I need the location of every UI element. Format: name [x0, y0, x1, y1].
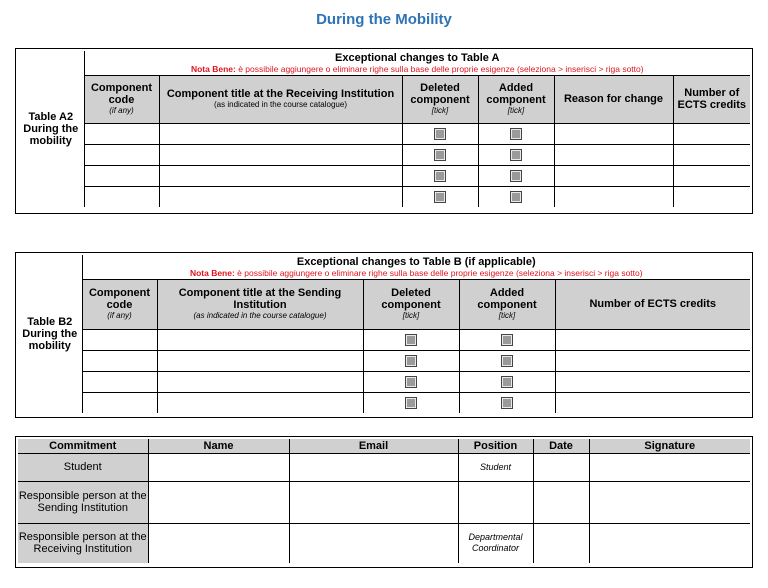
table-a-caption: [84, 51, 750, 75]
table-row: [18, 329, 750, 350]
table-b-note: [83, 268, 751, 278]
table-a-cell-added: [478, 186, 554, 207]
commitment-row-label: Responsible person at the Receiving Institution: [18, 523, 148, 563]
table-b-col-deleted: Deleted component [tick]: [363, 279, 459, 329]
table-b-cell-ects[interactable]: [555, 350, 750, 371]
table-b-cell-deleted: [363, 392, 459, 413]
col-date: Date: [533, 439, 589, 453]
table-row: [18, 123, 750, 144]
table-a-cell-title[interactable]: [159, 186, 402, 207]
table-row: [18, 371, 750, 392]
table-a-cell-code[interactable]: [84, 144, 159, 165]
col-commitment: Commitment: [18, 439, 148, 453]
date-cell[interactable]: [533, 481, 589, 523]
table-b-cell-ects[interactable]: [555, 392, 750, 413]
email-cell[interactable]: [289, 481, 458, 523]
table-b-cell-ects[interactable]: [555, 329, 750, 350]
table-a-cell-ects[interactable]: [673, 144, 750, 165]
position-cell[interactable]: [458, 481, 533, 523]
table-b-cell-code[interactable]: [82, 329, 157, 350]
table-row: [18, 481, 750, 523]
table-a: [18, 51, 750, 207]
deleted-checkbox[interactable]: [434, 149, 446, 161]
deleted-checkbox[interactable]: [434, 191, 446, 203]
commitment-frame: [15, 436, 753, 568]
deleted-checkbox[interactable]: [405, 397, 417, 409]
table-a-note-text: è possibile aggiungere o eliminare righe sulla base delle proprie esigenze (seleziona > inserisci > riga sotto): [235, 63, 644, 74]
table-b-cell-code[interactable]: [82, 350, 157, 371]
table-a-cell-reason[interactable]: [554, 144, 673, 165]
added-checkbox[interactable]: [501, 376, 513, 388]
table-a-col-added: Added component [tick]: [478, 75, 554, 123]
table-row: [18, 144, 750, 165]
table-b-cell-title[interactable]: [157, 371, 363, 392]
signature-cell[interactable]: [589, 523, 750, 563]
email-cell[interactable]: [289, 453, 458, 481]
table-a-col-ects: Number of ECTS credits: [673, 75, 750, 123]
table-b-cell-deleted: [363, 371, 459, 392]
table-a-cell-code[interactable]: [84, 165, 159, 186]
date-cell[interactable]: [533, 523, 589, 563]
table-b-col-ects: Number of ECTS credits: [555, 279, 750, 329]
table-row: [18, 523, 750, 563]
table-a-cell-added: [478, 165, 554, 186]
table-row: [18, 186, 750, 207]
table-b-frame: [15, 252, 753, 418]
added-checkbox[interactable]: [501, 334, 513, 346]
table-a-caption-title: Exceptional changes to Table A: [335, 51, 500, 64]
table-b-cell-ects[interactable]: [555, 371, 750, 392]
table-b-caption: [82, 255, 750, 279]
added-checkbox[interactable]: [510, 191, 522, 203]
table-a-cell-code[interactable]: [84, 186, 159, 207]
table-a-note: [85, 64, 751, 74]
table-a-cell-title[interactable]: [159, 123, 402, 144]
col-position: Position: [458, 439, 533, 453]
added-checkbox[interactable]: [510, 149, 522, 161]
signature-cell[interactable]: [589, 453, 750, 481]
email-cell[interactable]: [289, 523, 458, 563]
table-b-cell-title[interactable]: [157, 392, 363, 413]
signature-cell[interactable]: [589, 481, 750, 523]
col-email: Email: [289, 439, 458, 453]
added-checkbox[interactable]: [501, 355, 513, 367]
deleted-checkbox[interactable]: [434, 170, 446, 182]
page-title: During the Mobility: [316, 11, 452, 28]
table-a-cell-deleted: [402, 186, 478, 207]
position-cell[interactable]: Student: [458, 453, 533, 481]
table-b-cell-title[interactable]: [157, 329, 363, 350]
col-name: Name: [148, 439, 289, 453]
table-b-cell-added: [459, 350, 555, 371]
table-a-cell-deleted: [402, 144, 478, 165]
table-b-col-code: Component code (if any): [82, 279, 157, 329]
table-b-cell-added: [459, 392, 555, 413]
commitment-table: [18, 439, 750, 563]
table-b-caption-title: Exceptional changes to Table B (if applicable): [296, 255, 536, 268]
table-b-cell-code[interactable]: [82, 371, 157, 392]
table-a-cell-title[interactable]: [159, 144, 402, 165]
table-a-cell-ects[interactable]: [673, 165, 750, 186]
added-checkbox[interactable]: [501, 397, 513, 409]
table-a-cell-added: [478, 144, 554, 165]
table-b-note-text: è possibile aggiungere o eliminare righe sulla base delle proprie esigenze (seleziona > inserisci > riga sotto): [234, 267, 643, 278]
table-a-frame: [15, 48, 753, 214]
commitment-row-label: Responsible person at the Sending Institution: [18, 481, 148, 523]
table-a-cell-deleted: [402, 123, 478, 144]
table-a-col-deleted: Deleted component [tick]: [402, 75, 478, 123]
name-cell[interactable]: [148, 523, 289, 563]
added-checkbox[interactable]: [510, 170, 522, 182]
table-a-cell-added: [478, 123, 554, 144]
table-b-cell-deleted: [363, 329, 459, 350]
date-cell[interactable]: [533, 453, 589, 481]
table-a-col-title: Component title at the Receiving Institution (as indicated in the course catalogue): [159, 75, 402, 123]
col-signature: Signature: [589, 439, 750, 453]
table-b-note-prefix: Nota Bene:: [189, 267, 235, 278]
position-cell[interactable]: Departmental Coordinator: [458, 523, 533, 563]
deleted-checkbox[interactable]: [405, 334, 417, 346]
table-a-cell-deleted: [402, 165, 478, 186]
table-row: [18, 453, 750, 481]
table-a-cell-reason[interactable]: [554, 123, 673, 144]
table-row: [18, 350, 750, 371]
table-a-col-code: Component code (if any): [84, 75, 159, 123]
table-b-cell-deleted: [363, 350, 459, 371]
added-checkbox[interactable]: [510, 128, 522, 140]
deleted-checkbox[interactable]: [405, 376, 417, 388]
table-b-side-label: Table B2 During the mobility: [18, 255, 82, 413]
commitment-row-label: Student: [18, 453, 148, 481]
table-a-cell-reason[interactable]: [554, 186, 673, 207]
table-a-cell-reason[interactable]: [554, 165, 673, 186]
table-b-col-added: Added component [tick]: [459, 279, 555, 329]
table-a-cell-ects[interactable]: [673, 186, 750, 207]
deleted-checkbox[interactable]: [405, 355, 417, 367]
table-b-cell-title[interactable]: [157, 350, 363, 371]
table-a-cell-ects[interactable]: [673, 123, 750, 144]
deleted-checkbox[interactable]: [434, 128, 446, 140]
table-b-cell-added: [459, 371, 555, 392]
table-a-cell-code[interactable]: [84, 123, 159, 144]
name-cell[interactable]: [148, 481, 289, 523]
table-a-side-label: Table A2 During the mobility: [18, 51, 84, 207]
table-b-cell-code[interactable]: [82, 392, 157, 413]
table-b-col-title: Component title at the Sending Institution (as indicated in the course catalogue): [157, 279, 363, 329]
table-row: [18, 165, 750, 186]
table-a-cell-title[interactable]: [159, 165, 402, 186]
table-b: [18, 255, 750, 413]
table-b-cell-added: [459, 329, 555, 350]
table-a-note-prefix: Nota Bene:: [190, 63, 236, 74]
name-cell[interactable]: [148, 453, 289, 481]
table-row: [18, 392, 750, 413]
table-a-col-reason: Reason for change: [554, 75, 673, 123]
